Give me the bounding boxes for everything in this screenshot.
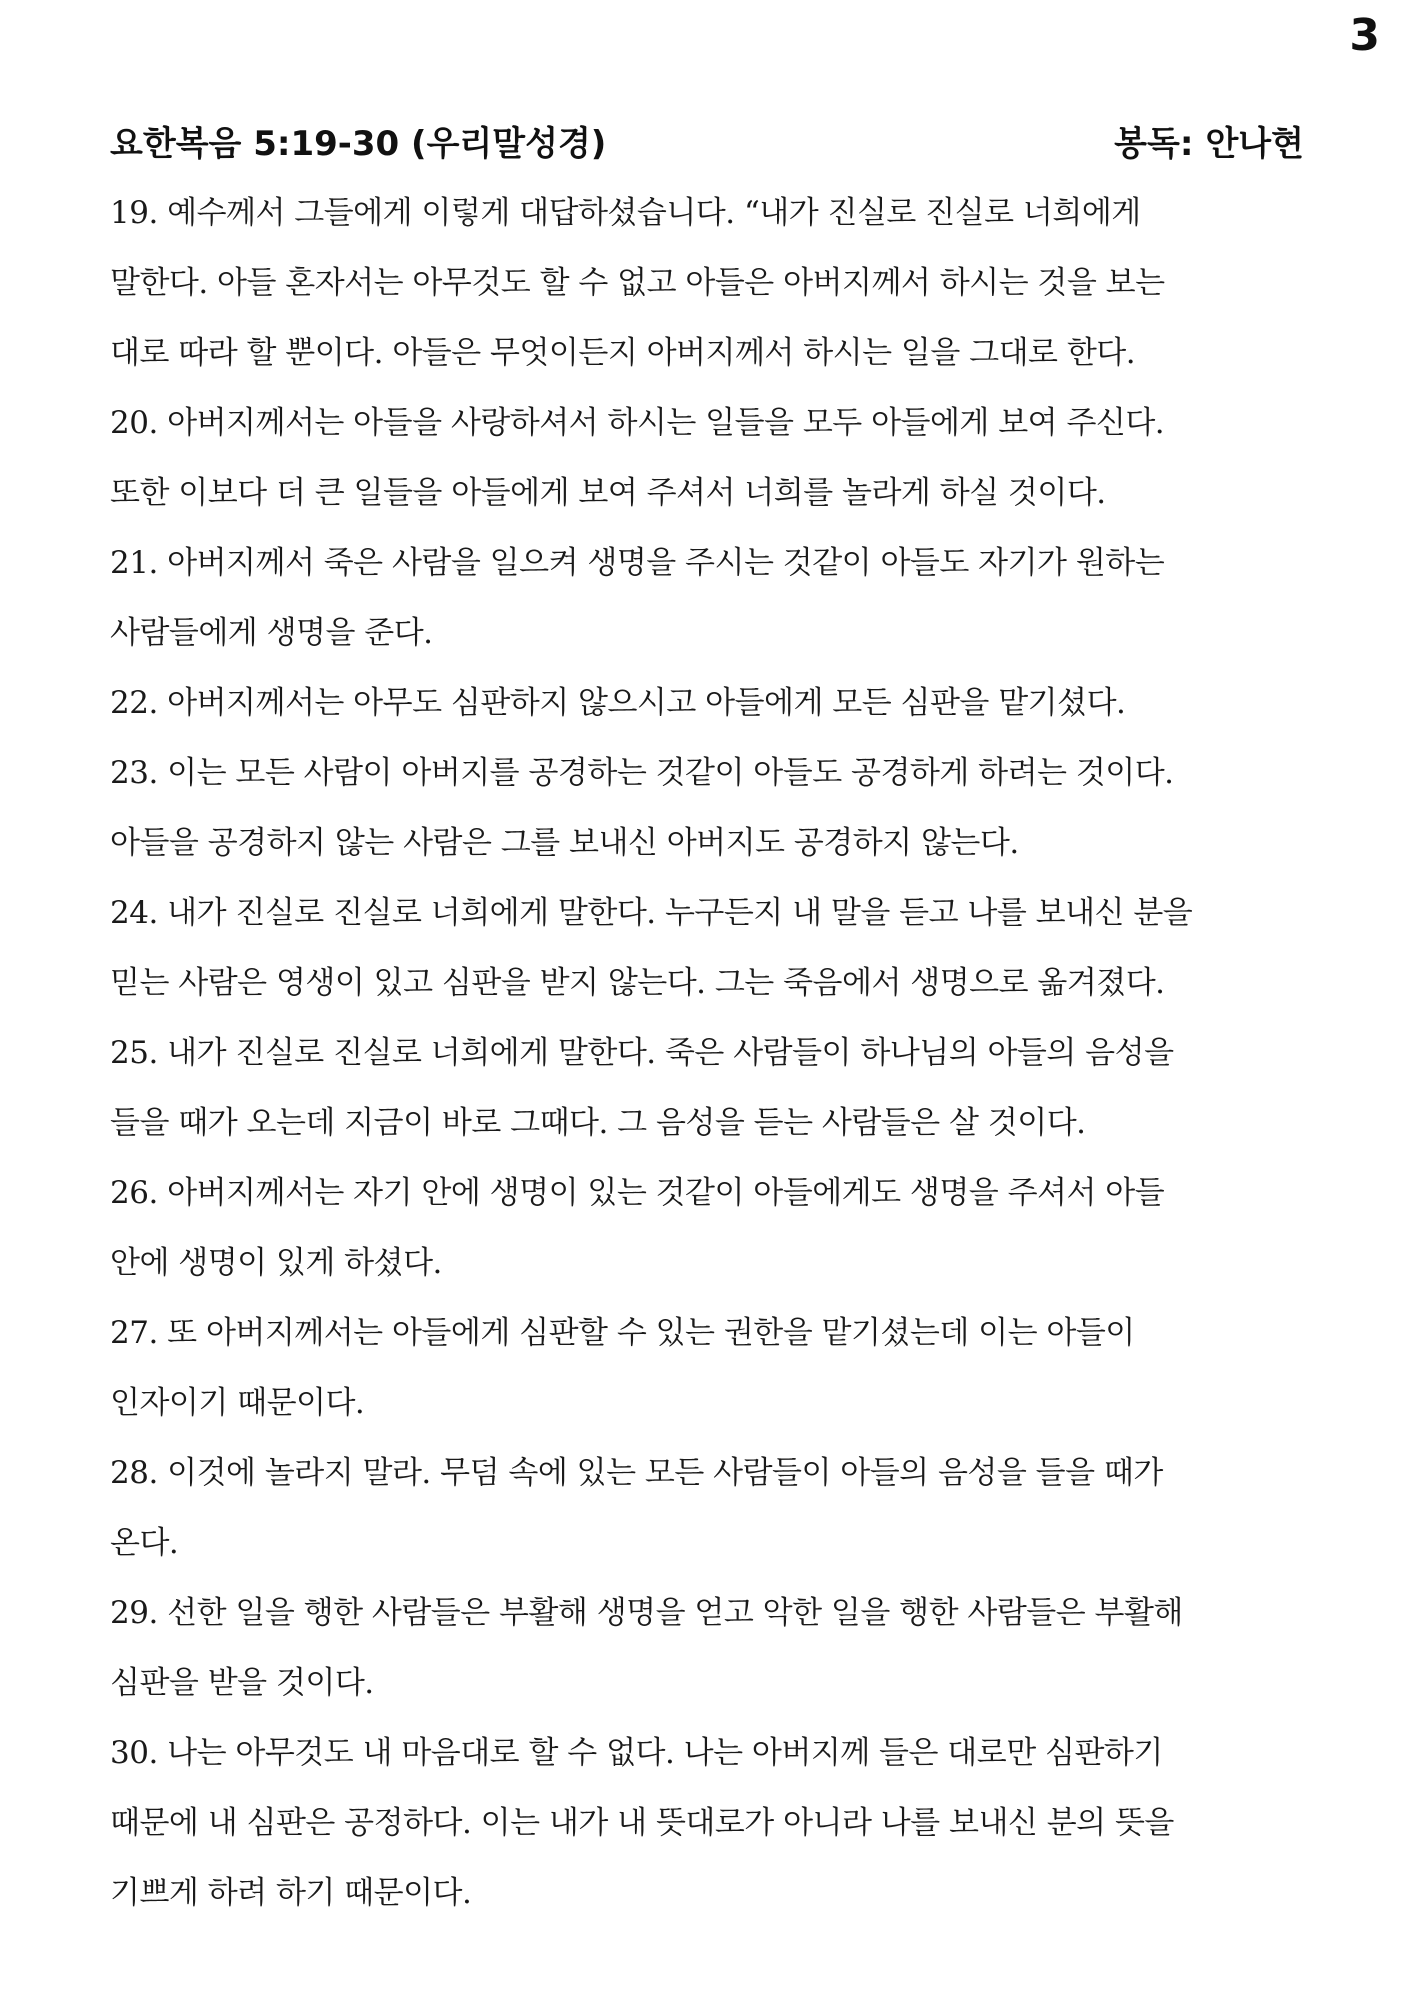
passage-reference: 요한복음 5:19-30 (우리말성경) xyxy=(110,123,607,164)
verse-line: 믿는 사람은 영생이 있고 심판을 받지 않는다. 그는 죽음에서 생명으로 옮겨졌다. xyxy=(110,965,1165,1001)
verse-line: 29. 선한 일을 행한 사람들은 부활해 생명을 얻고 악한 일을 행한 사람들은 부활해 xyxy=(110,1595,1183,1631)
verse-line: 20. 아버지께서는 아들을 사랑하셔서 하시는 일들을 모두 아들에게 보여 주신다. xyxy=(110,405,1165,441)
verse-line: 심판을 받을 것이다. xyxy=(110,1665,374,1701)
verse-29 xyxy=(110,1578,1310,1718)
verse-line: 또한 이보다 더 큰 일들을 아들에게 보여 주셔서 너희를 놀라게 하실 것이다. xyxy=(110,475,1106,511)
verse-28 xyxy=(110,1438,1310,1578)
reader-credit xyxy=(1114,116,1304,165)
verse-19 xyxy=(110,178,1310,388)
verse-line: 말한다. 아들 혼자서는 아무것도 할 수 없고 아들은 아버지께서 하시는 것을 보는 xyxy=(110,265,1165,301)
verse-21 xyxy=(110,528,1310,668)
verse-line: 30. 나는 아무것도 내 마음대로 할 수 없다. 나는 아버지께 들은 대로만 심판하기 xyxy=(110,1735,1163,1771)
verse-line: 23. 이는 모든 사람이 아버지를 공경하는 것같이 아들도 공경하게 하려는 것이다. xyxy=(110,755,1174,791)
verse-line: 22. 아버지께서는 아무도 심판하지 않으시고 아들에게 모든 심판을 맡기셨다. xyxy=(110,685,1126,721)
scripture-text xyxy=(110,178,1310,1928)
verse-line: 때문에 내 심판은 공정하다. 이는 내가 내 뜻대로가 아니라 나를 보내신 분의 뜻을 xyxy=(110,1805,1174,1841)
verse-22 xyxy=(110,668,1310,738)
reading-header xyxy=(110,112,1304,168)
verse-line: 인자이기 때문이다. xyxy=(110,1385,365,1421)
verse-line: 기쁘게 하려 하기 때문이다. xyxy=(110,1875,472,1911)
reader-name: 안나현 xyxy=(1205,123,1304,164)
verse-line: 온다. xyxy=(110,1525,179,1561)
verse-30 xyxy=(110,1718,1310,1928)
page-number: 3 xyxy=(1349,10,1380,61)
verse-line: 27. 또 아버지께서는 아들에게 심판할 수 있는 권한을 맡기셨는데 이는 아들이 xyxy=(110,1315,1135,1351)
reader-label: 봉독: xyxy=(1114,123,1194,164)
verse-line: 사람들에게 생명을 준다. xyxy=(110,615,433,651)
verse-line: 아들을 공경하지 않는 사람은 그를 보내신 아버지도 공경하지 않는다. xyxy=(110,825,1019,861)
verse-26 xyxy=(110,1158,1310,1298)
verse-line: 26. 아버지께서는 자기 안에 생명이 있는 것같이 아들에게도 생명을 주셔서 아들 xyxy=(110,1175,1165,1211)
verse-line: 들을 때가 오는데 지금이 바로 그때다. 그 음성을 듣는 사람들은 살 것이다. xyxy=(110,1105,1086,1141)
verse-24 xyxy=(110,878,1310,1018)
verse-line: 21. 아버지께서 죽은 사람을 일으켜 생명을 주시는 것같이 아들도 자기가 원하는 xyxy=(110,545,1165,581)
verse-line: 대로 따라 할 뿐이다. 아들은 무엇이든지 아버지께서 하시는 일을 그대로 한다. xyxy=(110,335,1136,371)
verse-27 xyxy=(110,1298,1310,1438)
verse-23 xyxy=(110,738,1310,878)
verse-line: 19. 예수께서 그들에게 이렇게 대답하셨습니다. “내가 진실로 진실로 너희에게 xyxy=(110,195,1141,231)
verse-line: 28. 이것에 놀라지 말라. 무덤 속에 있는 모든 사람들이 아들의 음성을 들을 때가 xyxy=(110,1455,1163,1491)
verse-line: 안에 생명이 있게 하셨다. xyxy=(110,1245,442,1281)
verse-line: 25. 내가 진실로 진실로 너희에게 말한다. 죽은 사람들이 하나님의 아들의 음성을 xyxy=(110,1035,1174,1071)
verse-20 xyxy=(110,388,1310,528)
verse-25 xyxy=(110,1018,1310,1158)
verse-line: 24. 내가 진실로 진실로 너희에게 말한다. 누구든지 내 말을 듣고 나를 보내신 분을 xyxy=(110,895,1193,931)
